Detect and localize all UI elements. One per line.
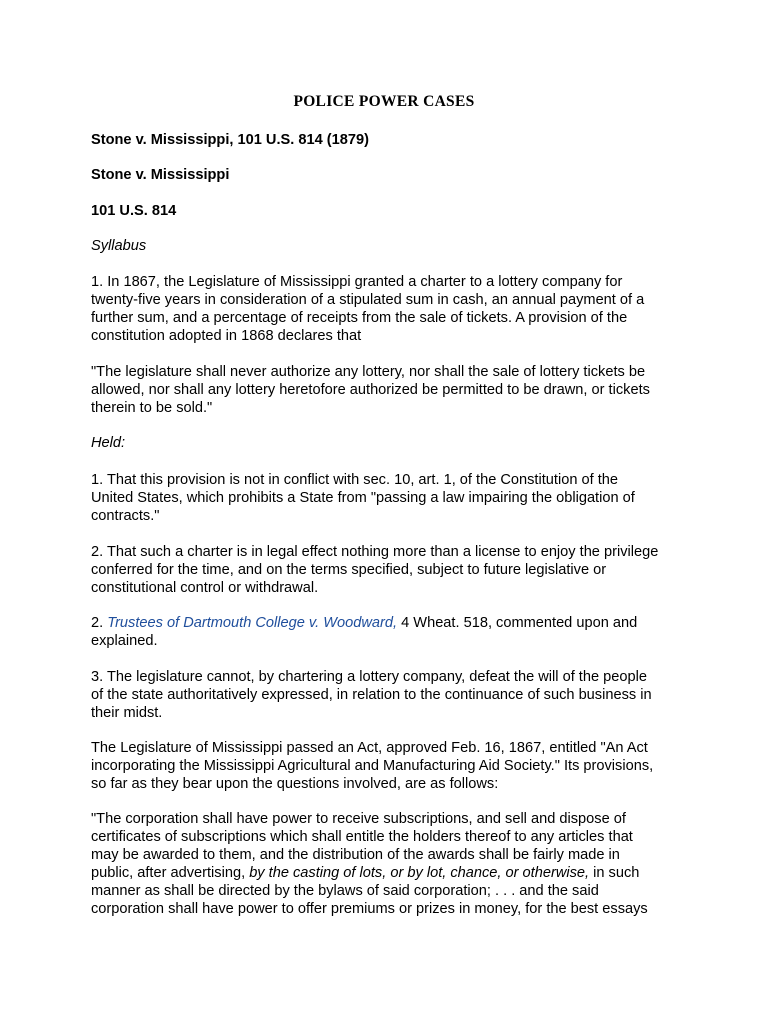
citation-text: 4 Wheat. 518, commented upon and [397,615,638,631]
case-citation-full: Stone v. Mississippi, 101 U.S. 814 (1879) [91,132,369,148]
held-point-1 [91,471,691,525]
held-point-3 [91,668,691,722]
text-line: so far as they bear upon the questions involved, are as follows: [91,776,499,792]
italic-phrase: by the casting of lots, or by lot, chance, or otherwise, [249,865,590,881]
text-line: 1. In 1867, the Legislature of Mississippi granted a charter to a lottery company for [91,274,623,290]
text-line: incorporating the Mississippi Agricultural and Manufacturing Aid Society." Its provisions, [91,758,654,774]
constitution-quote [91,363,691,417]
list-number: 2. [91,615,108,631]
text-line: further sum, and a percentage of receipts from the sale of tickets. A provision of the [91,310,628,326]
document-title: POLICE POWER CASES [293,93,475,110]
text-line: therein to be sold." [91,400,213,416]
text-run: public, after advertising, [91,865,250,881]
text-line: corporation shall have power to offer premiums or prizes in money, for the best essays [91,901,648,917]
text-line: 1. That this provision is not in conflict with sec. 10, art. 1, of the Constitution of the [91,472,618,488]
text-line: constitution adopted in 1868 declares that [91,328,362,344]
text-line: their midst. [91,705,163,721]
paragraph-1867-charter [91,273,691,345]
text-line: 3. The legislature cannot, by chartering a lottery company, defeat the will of the people [91,669,647,685]
syllabus-heading: Syllabus [91,238,147,254]
text-line: twenty-five years in consideration of a stipulated sum in cash, an annual payment of a [91,292,645,308]
text-line: "The legislature shall never authorize any lottery, nor shall the sale of lottery tickets be [91,364,646,380]
text-line: certificates of subscriptions which shall entitle the holders thereof to any articles that [91,829,633,845]
text-line [91,864,691,882]
text-line: of the state authoritatively expressed, in relation to the continuance of such business in [91,687,652,703]
text-line: contracts." [91,508,160,524]
text-line [91,614,691,632]
reporter-citation: 101 U.S. 814 [91,203,177,219]
act-paragraph [91,739,691,793]
corporation-quote [91,810,691,918]
text-line: The Legislature of Mississippi passed an Act, approved Feb. 16, 1867, entitled "An Act [91,740,648,756]
text-line: constitutional control or withdrawal. [91,580,319,596]
held-heading: Held: [91,435,126,451]
text-line: allowed, nor shall any lottery heretofore authorized be permitted to be drawn, or tickets [91,382,650,398]
text-line: may be awarded to them, and the distribution of the awards shall be fairly made in [91,847,620,863]
dartmouth-paragraph [91,614,691,650]
text-line: United States, which prohibits a State from "passing a law impairing the obligation of [91,490,635,506]
text-line: 2. That such a charter is in legal effect nothing more than a license to enjoy the privilege [91,544,659,560]
text-line: "The corporation shall have power to receive subscriptions, and sell and dispose of [91,811,626,827]
case-name: Stone v. Mississippi [91,167,230,183]
text-run: in such [589,865,640,881]
text-line: manner as shall be directed by the bylaws of said corporation; . . . and the said [91,883,599,899]
dartmouth-case-link[interactable]: Trustees of Dartmouth College v. Woodward, [107,615,398,631]
text-line: conferred for the time, and on the terms specified, subject to future legislative or [91,562,607,578]
text-line: explained. [91,633,158,649]
held-point-2 [91,543,691,597]
